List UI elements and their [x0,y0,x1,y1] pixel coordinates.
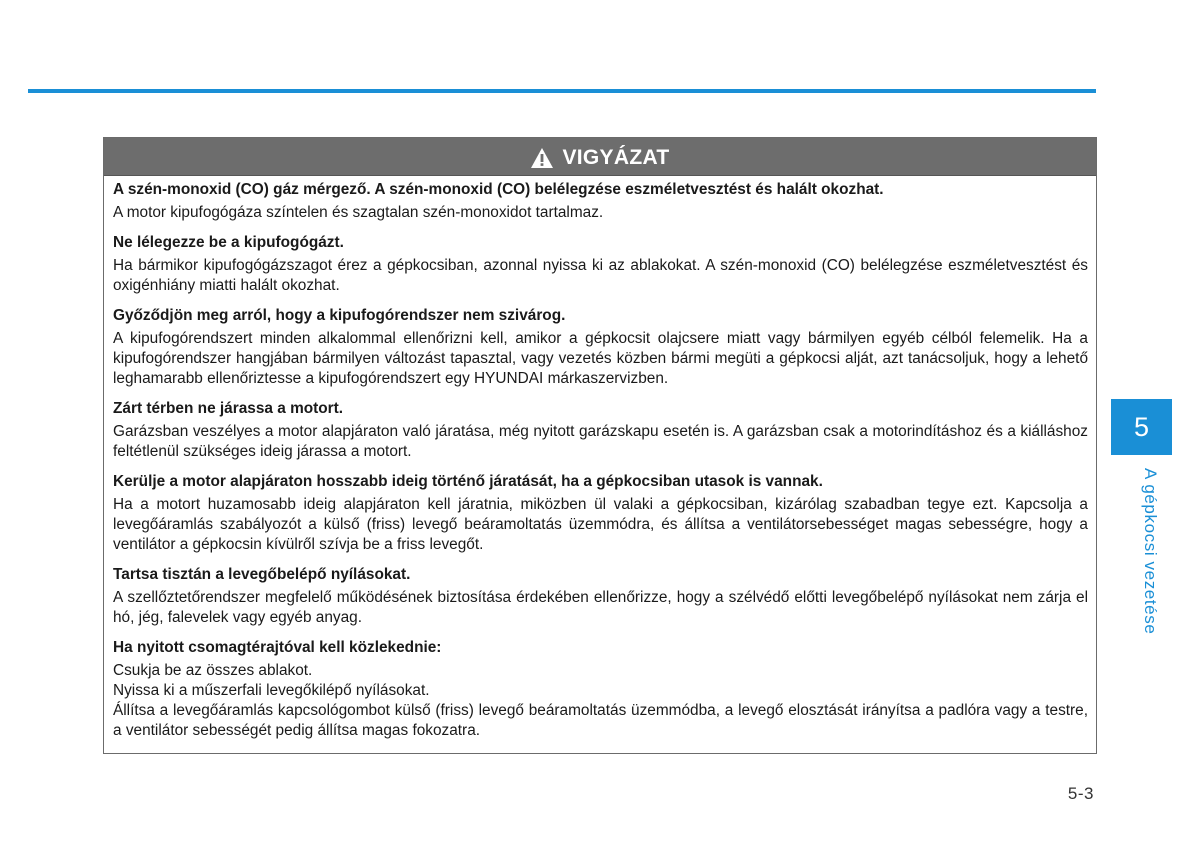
section-title: Tartsa tisztán a levegőbelépő nyílásokat. [113,566,411,583]
section-title: Győződjön meg arról, hogy a kipufogórendszer nem szivárog. [113,307,566,324]
chapter-tab-label [1120,468,1160,635]
section-text: Állítsa a levegőáramlás kapcsológombot külső (friss) levegő beáramoltatás üzemmódba, a levegő elosztását irányítsa a padlóra vagy a testre, a ventilátor sebességét pedig állítsa magas fokozatra. [113,702,1088,739]
warning-section [113,638,1088,741]
section-title: Ne lélegezze be a kipufogógázt. [113,234,344,251]
section-title: A szén-monoxid (CO) gáz mérgező. A szén-monoxid (CO) belélegzése eszméletvesztést és halált okozhat. [113,181,884,198]
section-title: Kerülje a motor alapjáraton hosszabb ideig történő járatását, ha a gépkocsiban utasok is vannak. [113,473,823,490]
section-text: Ha bármikor kipufogógázszagot érez a gépkocsiban, azonnal nyissa ki az ablakokat. A szén-monoxid (CO) belélegzése eszméletvesztést és oxigénhiány miatti halált okozhat. [113,257,1088,294]
page-number: 5-3 [1067,784,1094,803]
warning-box [103,137,1097,754]
section-text: A motor kipufogógáza színtelen és szagtalan szén-monoxidot tartalmaz. [113,204,604,221]
warning-section [113,472,1088,555]
warning-triangle-icon [530,147,554,169]
warning-section [113,565,1088,628]
section-text: Ha a motort huzamosabb ideig alapjáraton kell járatnia, miközben ül valaki a gépkocsiban, kizárólag szabadban tegye ezt. Kapcsolja a levegőáramlás szabályozót a külső (friss) levegő beáramoltatás üzemmódra, és állítsa a ventilátorsebességet magas sebességre, hogy a ventilátor a gépkocsin kívülről szívja be a friss levegőt. [113,496,1088,553]
warning-section [113,306,1088,389]
warning-header [104,138,1096,176]
section-text: Nyissa ki a műszerfali levegőkilépő nyílásokat. [113,682,430,699]
section-text: A szellőztetőrendszer megfelelő működésének biztosítása érdekében ellenőrizze, hogy a szélvédő előtti levegőbelépő nyílásokat nem zárja el hó, jég, falevelek vagy egyéb anyag. [113,589,1088,626]
chapter-tab-number: 5 [1111,399,1172,455]
warning-section [113,233,1088,296]
section-text: Csukja be az összes ablakot. [113,662,313,679]
warning-section [113,399,1088,462]
section-text: Garázsban veszélyes a motor alapjáraton való járatása, még nyitott garázskapu esetén is. A garázsban csak a motorindításhoz és a kiálláshoz feltétlenül szükséges ideig járassa a motort. [113,423,1088,460]
warning-section [113,180,1088,223]
top-divider [28,89,1096,93]
section-text: A kipufogórendszert minden alkalommal ellenőrizni kell, amikor a gépkocsit olajcsere miatt vagy bármilyen egyéb célból felemelik. Ha a kipufogórendszer hangjában bármilyen változást tapasztal, vagy vezetés közben bármi megüti a gépkocsi alját, azt tanácsoljuk, hogy a lehető leghamarabb ellenőriztesse a kipufogórendszert egy HYUNDAI márkaszervizben. [113,330,1088,387]
warning-body [104,176,1096,741]
warning-title: VIGYÁZAT [562,145,670,169]
section-title: Zárt térben ne járassa a motort. [113,400,344,417]
section-title: Ha nyitott csomagtérajtóval kell közlekednie: [113,639,442,656]
chapter-tab-label-text: A gépkocsi vezetése [1141,468,1160,635]
